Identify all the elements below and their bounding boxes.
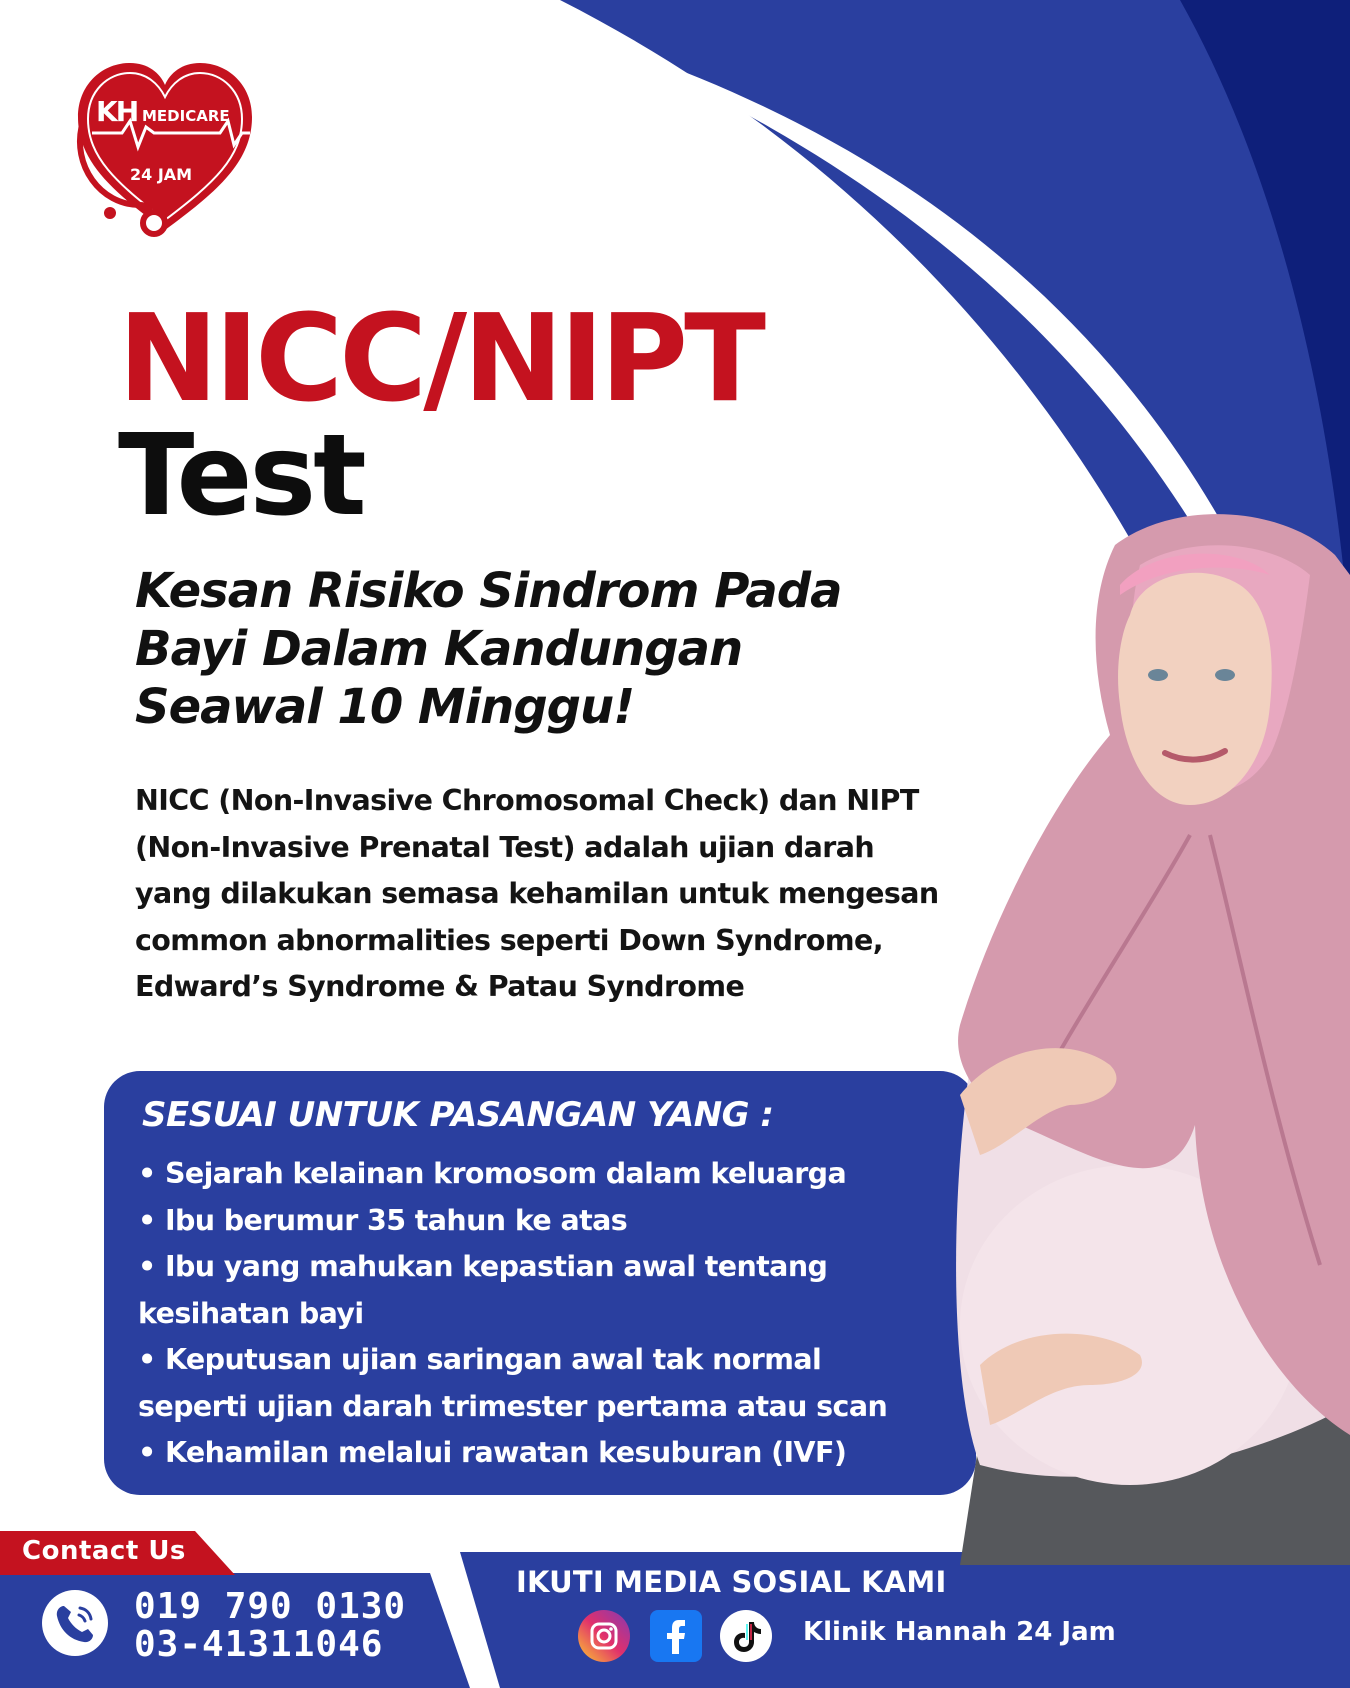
logo-kh-text: KH — [96, 95, 138, 128]
pregnant-woman-photo — [940, 505, 1350, 1565]
kh-medicare-logo — [70, 55, 270, 245]
phone-numbers — [134, 1588, 406, 1664]
tagline-line: Seawal 10 Minggu! — [135, 679, 635, 735]
criteria-item: • Keputusan ujian saringan awal tak normal — [138, 1343, 822, 1376]
tagline — [135, 562, 995, 736]
headline-title: NICC/NIPT — [118, 290, 762, 429]
criteria-item: • Kehamilan melalui rawatan kesuburan (IVF) — [138, 1436, 847, 1469]
criteria-item: • Ibu yang mahukan kepastian awal tentang — [138, 1250, 828, 1283]
phone-number-2[interactable]: 03-41311046 — [134, 1624, 384, 1665]
criteria-item: kesihatan bayi — [138, 1296, 364, 1330]
criteria-heading: SESUAI UNTUK PASANGAN YANG : — [142, 1095, 774, 1135]
tagline-line: Bayi Dalam Kandungan — [135, 621, 743, 677]
criteria-item: • Ibu berumur 35 tahun ke atas — [138, 1203, 628, 1237]
criteria-list — [138, 1151, 958, 1477]
criteria-item: seperti ujian darah trimester pertama atau scan — [138, 1389, 888, 1423]
instagram-icon[interactable] — [578, 1610, 630, 1662]
social-heading: IKUTI MEDIA SOSIAL KAMI — [516, 1565, 947, 1599]
logo-24jam-text: 24 JAM — [130, 165, 193, 184]
contact-us-label: Contact Us — [22, 1536, 186, 1566]
logo-medicare-text: MEDICARE — [142, 107, 230, 125]
heart-stethoscope-icon — [70, 55, 270, 245]
facebook-icon[interactable] — [650, 1610, 702, 1662]
phone-number-1[interactable]: 019 790 0130 — [134, 1586, 407, 1627]
phone-glyph — [42, 1590, 108, 1656]
phone-icon[interactable] — [42, 1590, 108, 1656]
tagline-line: Kesan Risiko Sindrom Pada — [135, 563, 842, 619]
criteria-item: • Sejarah kelainan kromosom dalam keluarga — [138, 1157, 847, 1190]
criteria-panel — [104, 1071, 976, 1495]
tiktok-icon[interactable] — [720, 1610, 772, 1662]
headline-subtitle: Test — [118, 411, 364, 541]
description-paragraph: NICC (Non-Invasive Chromosomal Check) dan NIPT (Non-Invasive Prenatal Test) adalah ujian darah yang dilakukan semasa kehamilan untuk mengesan common abnormalities seperti Down Syndrome, Edward’s Syndrome & Patau Syndrome — [135, 784, 939, 1003]
social-handle[interactable]: Klinik Hannah 24 Jam — [803, 1617, 1116, 1647]
